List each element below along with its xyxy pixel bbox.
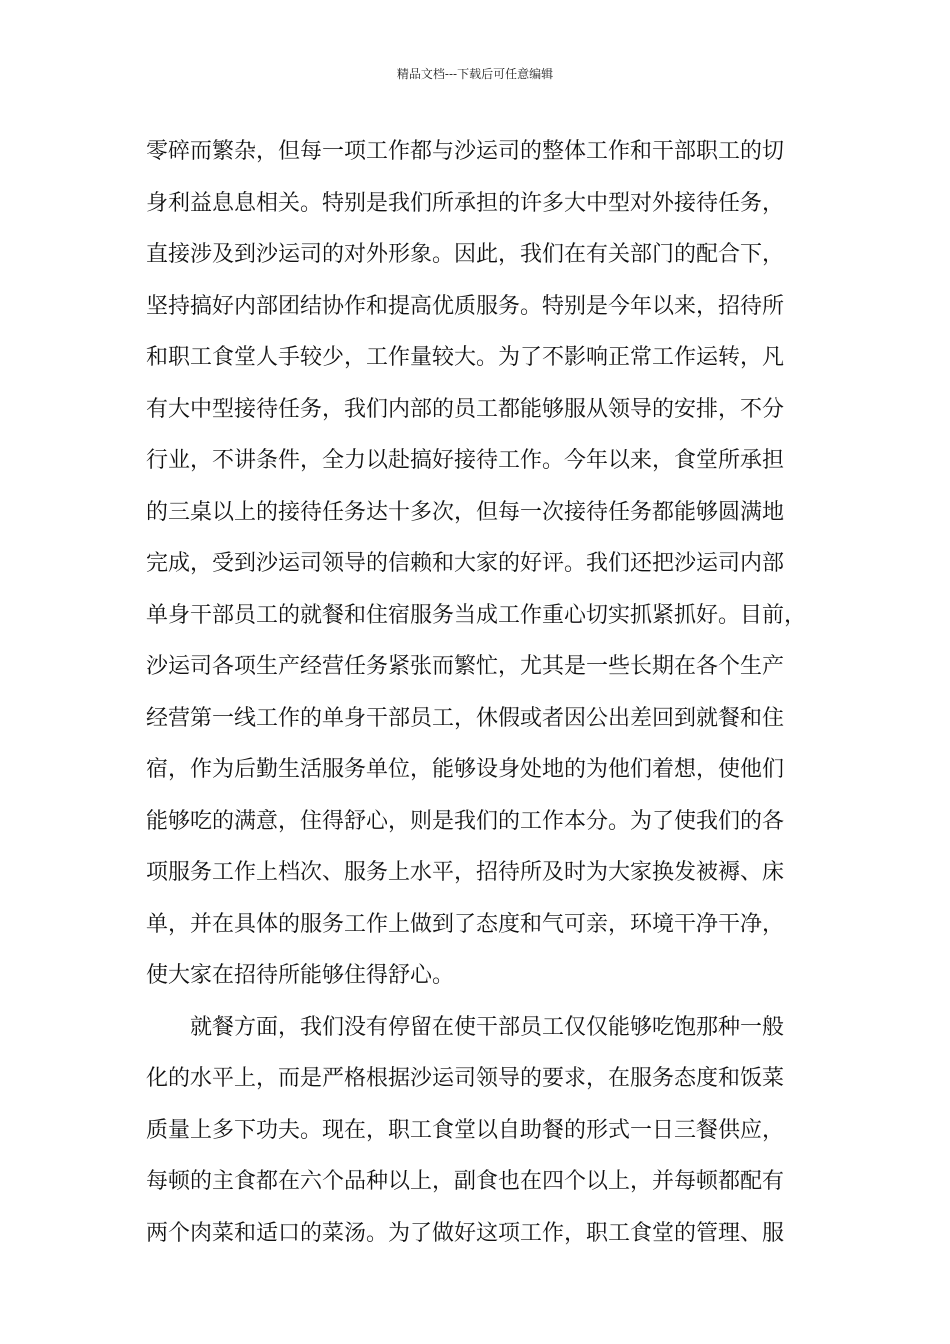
text-line: 每顿的主食都在六个品种以上，副食也在四个以上，并每顿都配有 xyxy=(146,1169,785,1194)
text-line: 行业，不讲条件，全力以赴搞好接待工作。今年以来，食堂所承担 xyxy=(146,448,785,473)
text-line: 经营第一线工作的单身干部员工，休假或者因公出差回到就餐和住 xyxy=(146,705,785,731)
text-line: 能够吃的满意，住得舒心，则是我们的工作本分。为了使我们的各 xyxy=(146,808,785,834)
text-line: 质量上多下功夫。现在，职工食堂以自助餐的形式一日三餐供应， xyxy=(146,1117,785,1143)
text-line: 完成，受到沙运司领导的信赖和大家的好评。我们还把沙运司内部 xyxy=(146,551,785,576)
text-line: 坚持搞好内部团结协作和提高优质服务。特别是今年以来，招待所 xyxy=(146,293,785,319)
text-line: 沙运司各项生产经营任务紧张而繁忙，尤其是一些长期在各个生产 xyxy=(146,654,785,679)
text-line: 使大家在招待所能够住得舒心。 xyxy=(146,963,455,988)
text-line: 化的水平上，而是严格根据沙运司领导的要求，在服务态度和饭菜 xyxy=(146,1066,785,1091)
text-line: 单，并在具体的服务工作上做到了态度和气可亲，环境干净干净， xyxy=(146,911,785,937)
text-line: 身利益息息相关。特别是我们所承担的许多大中型对外接待任务， xyxy=(146,190,785,216)
text-line: 的三桌以上的接待任务达十多次，但每一次接待任务都能够圆满地 xyxy=(146,499,785,525)
text-line: 两个肉菜和适口的菜汤。为了做好这项工作，职工食堂的管理、服 xyxy=(146,1220,785,1246)
text-line: 就餐方面，我们没有停留在使干部员工仅仅能够吃饱那种一般 xyxy=(190,1014,785,1040)
text-line: 和职工食堂人手较少，工作量较大。为了不影响正常工作运转，凡 xyxy=(146,345,785,370)
text-line: 直接涉及到沙运司的对外形象。因此，我们在有关部门的配合下， xyxy=(146,242,785,267)
text-line: 单身干部员工的就餐和住宿服务当成工作重心切实抓紧抓好。目前， xyxy=(146,602,807,628)
page-header: 精品文档---下载后可任意编辑 xyxy=(396,67,554,81)
text-line: 项服务工作上档次、服务上水平，招待所及时为大家换发被褥、床 xyxy=(146,860,785,885)
text-line: 零碎而繁杂，但每一项工作都与沙运司的整体工作和干部职工的切 xyxy=(146,139,785,164)
body-text xyxy=(146,132,826,1265)
paragraph-1 xyxy=(146,132,826,1008)
text-line: 有大中型接待任务，我们内部的员工都能够服从领导的安排，不分 xyxy=(146,396,785,422)
paragraph-2 xyxy=(146,1008,826,1266)
text-line: 宿，作为后勤生活服务单位，能够设身处地的为他们着想，使他们 xyxy=(146,757,785,782)
